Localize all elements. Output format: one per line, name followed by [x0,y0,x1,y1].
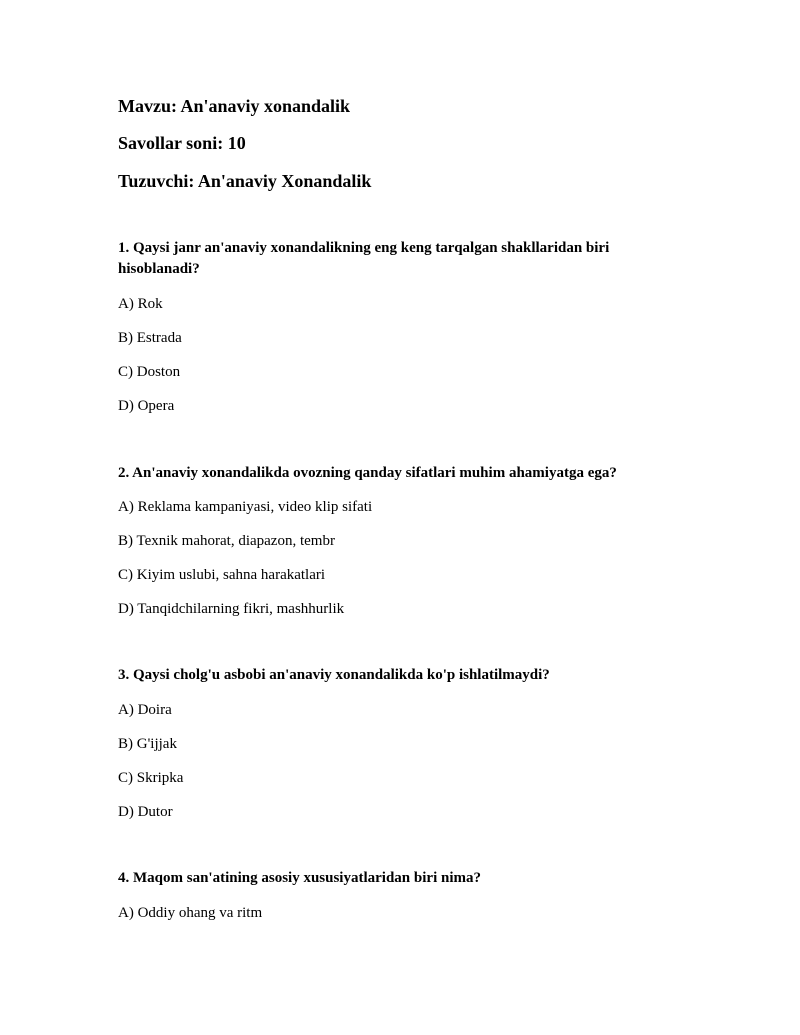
option-3d: D) Dutor [118,804,173,820]
question-2 [118,463,658,484]
author-line: Tuzuvchi: An'anaviy Xonandalik [118,171,372,191]
option-3c: C) Skripka [118,770,184,786]
topic-line: Mavzu: An'anaviy xonandalik [118,96,351,116]
question-3 [118,665,658,686]
option-1d: D) Opera [118,398,175,414]
question-1 [118,238,658,280]
option-2d: D) Tanqidchilarning fikri, mashhurlik [118,601,345,617]
question-text: 1. Qaysi janr an'anaviy xonandalikning eng keng tarqalgan shakllaridan biri hisoblanadi? [118,240,610,277]
option-2a: A) Reklama kampaniyasi, video klip sifati [118,499,373,515]
option-2c: C) Kiyim uslubi, sahna harakatlari [118,567,326,583]
option-1c: C) Doston [118,364,181,380]
question-text: 3. Qaysi cholg'u asbobi an'anaviy xonandalikda ko'p ishlatilmaydi? [118,667,550,683]
question-count-line: Savollar soni: 10 [118,133,246,153]
question-4 [118,868,658,889]
question-text: 2. An'anaviy xonandalikda ovozning qanday sifatlari muhim ahamiyatga ega? [118,465,617,481]
option-1b: B) Estrada [118,330,182,346]
question-text: 4. Maqom san'atining asosiy xususiyatlaridan biri nima? [118,870,481,886]
option-2b: B) Texnik mahorat, diapazon, tembr [118,533,335,549]
option-4a: A) Oddiy ohang va ritm [118,905,263,921]
option-3b: B) G'ijjak [118,736,177,752]
option-1a: A) Rok [118,296,163,312]
option-3a: A) Doira [118,702,172,718]
